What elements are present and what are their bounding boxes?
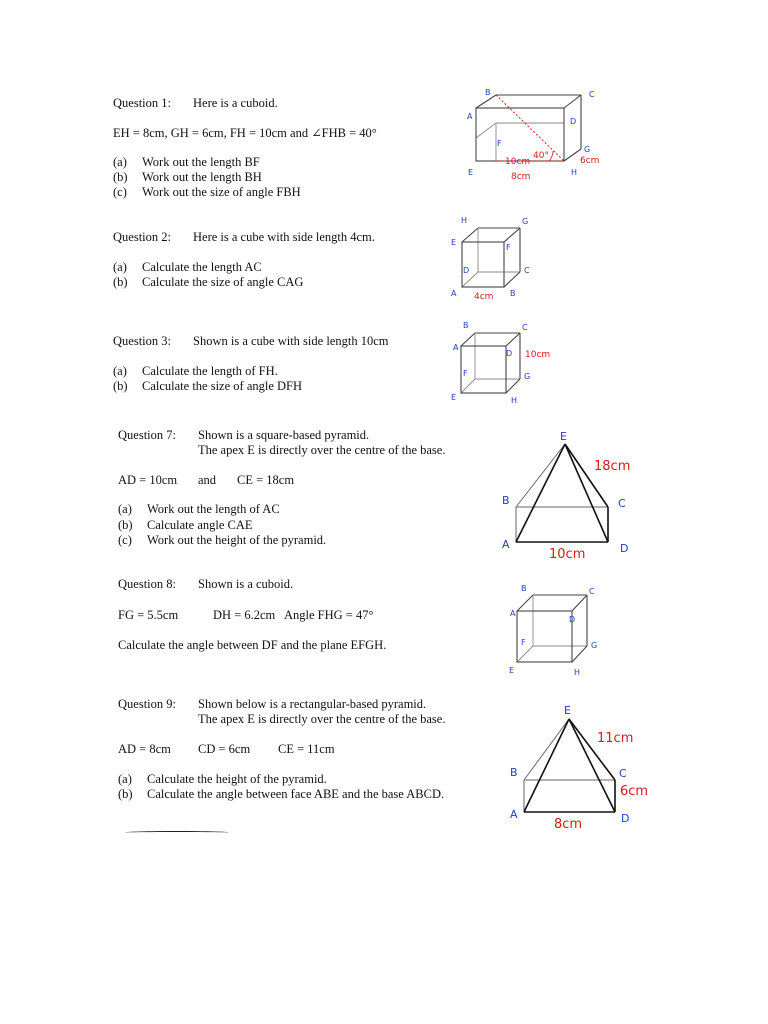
- q1-dim-eh: 8cm: [511, 172, 531, 182]
- q1-dim-gh: 6cm: [580, 156, 600, 166]
- q9-vertex-c: C: [619, 767, 627, 780]
- q3-part-b-text: Calculate the size of angle DFH: [142, 379, 303, 393]
- q8-given-dh: DH = 6.2cm: [213, 608, 276, 622]
- q7-dim-ad: 10cm: [549, 547, 586, 562]
- q1-part-a-label: (a): [113, 155, 127, 169]
- q7-pyramid-diagram: [496, 424, 646, 564]
- q7-vertex-a: A: [502, 538, 510, 551]
- q9-intro-line2: The apex E is directly over the centre of the base.: [198, 712, 446, 726]
- q8-cuboid-diagram: [505, 580, 615, 680]
- q3-intro: Shown is a cube with side length 10cm: [193, 334, 389, 348]
- q1-part-a-text: Work out the length BF: [142, 155, 260, 169]
- q9-intro-line1: Shown below is a rectangular-based pyramid.: [198, 697, 427, 711]
- q7-part-b-label: (b): [118, 518, 133, 532]
- q1-dim-angle: 40°: [533, 151, 549, 161]
- q3-title: Question 3:: [113, 334, 171, 348]
- q1-vertex-d: D: [570, 117, 577, 126]
- q1-intro: Here is a cuboid.: [193, 96, 278, 110]
- q7-given-and: and: [198, 473, 217, 487]
- q1-vertex-e: E: [468, 168, 474, 177]
- q9-given-ad: AD = 8cm: [118, 742, 171, 756]
- q9-vertex-a: A: [510, 808, 518, 821]
- q2-part-a-text: Calculate the length AC: [142, 260, 262, 274]
- q2-vertex-b: B: [510, 289, 516, 298]
- q3-vertex-e: E: [451, 393, 457, 402]
- q7-vertex-b: B: [502, 494, 510, 507]
- q3-vertex-d: D: [506, 349, 513, 358]
- q7-part-a-text: Work out the length of AC: [147, 502, 280, 516]
- q1-dim-fh: 10cm: [505, 157, 531, 167]
- q9-vertex-e: E: [564, 704, 571, 717]
- q7-vertex-c: C: [618, 497, 626, 510]
- q3-vertex-c: C: [522, 323, 528, 332]
- q1-vertex-b: B: [485, 88, 491, 97]
- q2-cube-diagram: [448, 212, 548, 307]
- q2-part-b-text: Calculate the size of angle CAG: [142, 275, 304, 289]
- q2-vertex-a: A: [451, 289, 457, 298]
- q9-title: Question 9:: [118, 697, 176, 711]
- q9-vertex-d: D: [621, 812, 630, 825]
- q2-vertex-h: H: [461, 216, 468, 225]
- q3-vertex-b: B: [463, 321, 469, 330]
- q8-vertex-a: A: [510, 609, 516, 618]
- q1-vertex-c: C: [589, 90, 595, 99]
- q3-cube-diagram: [448, 318, 558, 410]
- q2-title: Question 2:: [113, 230, 171, 244]
- q7-part-c-label: (c): [118, 533, 132, 547]
- q1-cuboid-diagram: [460, 85, 610, 185]
- q8-vertex-e: E: [509, 666, 515, 675]
- q8-given-angle: Angle FHG = 47°: [284, 608, 374, 622]
- q7-given-ad: AD = 10cm: [118, 473, 178, 487]
- q8-vertex-b: B: [521, 584, 527, 593]
- q8-title: Question 8:: [118, 577, 176, 591]
- q7-vertex-d: D: [620, 542, 629, 555]
- q9-part-b-label: (b): [118, 787, 133, 801]
- q2-vertex-d: D: [463, 266, 470, 275]
- q7-dim-ce: 18cm: [594, 459, 631, 474]
- q2-vertex-c: C: [524, 266, 530, 275]
- q3-vertex-a: A: [453, 343, 459, 352]
- q8-vertex-h: H: [574, 668, 581, 677]
- q9-vertex-b: B: [510, 766, 518, 779]
- q9-given-ce: CE = 11cm: [278, 742, 335, 756]
- q3-part-a-text: Calculate the length of FH.: [142, 364, 278, 378]
- q8-vertex-g: G: [591, 641, 598, 650]
- q1-part-c-text: Work out the size of angle FBH: [142, 185, 301, 199]
- q3-part-a-label: (a): [113, 364, 127, 378]
- q1-title: Question 1:: [113, 96, 171, 110]
- q3-vertex-g: G: [524, 372, 531, 381]
- q9-pyramid-diagram: [505, 700, 655, 840]
- q7-intro-line1: Shown is a square-based pyramid.: [198, 428, 370, 442]
- q7-part-c-text: Work out the height of the pyramid.: [147, 533, 327, 547]
- q8-vertex-c: C: [589, 587, 595, 596]
- q9-part-a-label: (a): [118, 772, 132, 786]
- q3-dim-side: 10cm: [525, 350, 551, 360]
- q1-part-c-label: (c): [113, 185, 127, 199]
- q7-intro-line2: The apex E is directly over the centre of the base.: [198, 443, 446, 457]
- q9-given-cd: CD = 6cm: [198, 742, 251, 756]
- q8-given-fg: FG = 5.5cm: [118, 608, 179, 622]
- q2-vertex-g: G: [522, 217, 529, 226]
- q2-vertex-e: E: [451, 238, 457, 247]
- q9-dim-cd: 6cm: [620, 784, 649, 799]
- q9-part-a-text: Calculate the height of the pyramid.: [147, 772, 327, 786]
- q1-vertex-g: G: [584, 145, 591, 154]
- q9-dim-ce: 11cm: [597, 731, 634, 746]
- q8-vertex-f: F: [521, 638, 526, 647]
- q2-dim-ab: 4cm: [474, 292, 494, 302]
- q2-vertex-f: F: [506, 243, 511, 252]
- q2-part-b-label: (b): [113, 275, 128, 289]
- q7-part-a-label: (a): [118, 502, 132, 516]
- q1-part-b-text: Work out the length BH: [142, 170, 262, 184]
- q9-part-b-text: Calculate the angle between face ABE and the base ABCD.: [147, 787, 445, 801]
- q1-vertex-f: F: [497, 139, 502, 148]
- q7-vertex-e: E: [560, 430, 567, 443]
- q8-task: Calculate the angle between DF and the plane EFGH.: [118, 638, 387, 652]
- q3-part-b-label: (b): [113, 379, 128, 393]
- q7-part-b-text: Calculate angle CAE: [147, 518, 253, 532]
- q1-part-b-label: (b): [113, 170, 128, 184]
- q7-title: Question 7:: [118, 428, 176, 442]
- bottom-rule: [125, 831, 229, 834]
- q1-vertex-h: H: [571, 168, 578, 177]
- q3-vertex-f: F: [463, 369, 468, 378]
- q2-part-a-label: (a): [113, 260, 127, 274]
- q9-dim-ad: 8cm: [554, 817, 583, 832]
- q3-vertex-h: H: [511, 396, 518, 405]
- q7-given-ce: CE = 18cm: [237, 473, 295, 487]
- q8-intro: Shown is a cuboid.: [198, 577, 294, 591]
- q8-vertex-d: D: [569, 615, 576, 624]
- q2-intro: Here is a cube with side length 4cm.: [193, 230, 375, 244]
- q1-vertex-a: A: [467, 112, 473, 121]
- q1-given: EH = 8cm, GH = 6cm, FH = 10cm and ∠FHB = 40°: [113, 126, 377, 140]
